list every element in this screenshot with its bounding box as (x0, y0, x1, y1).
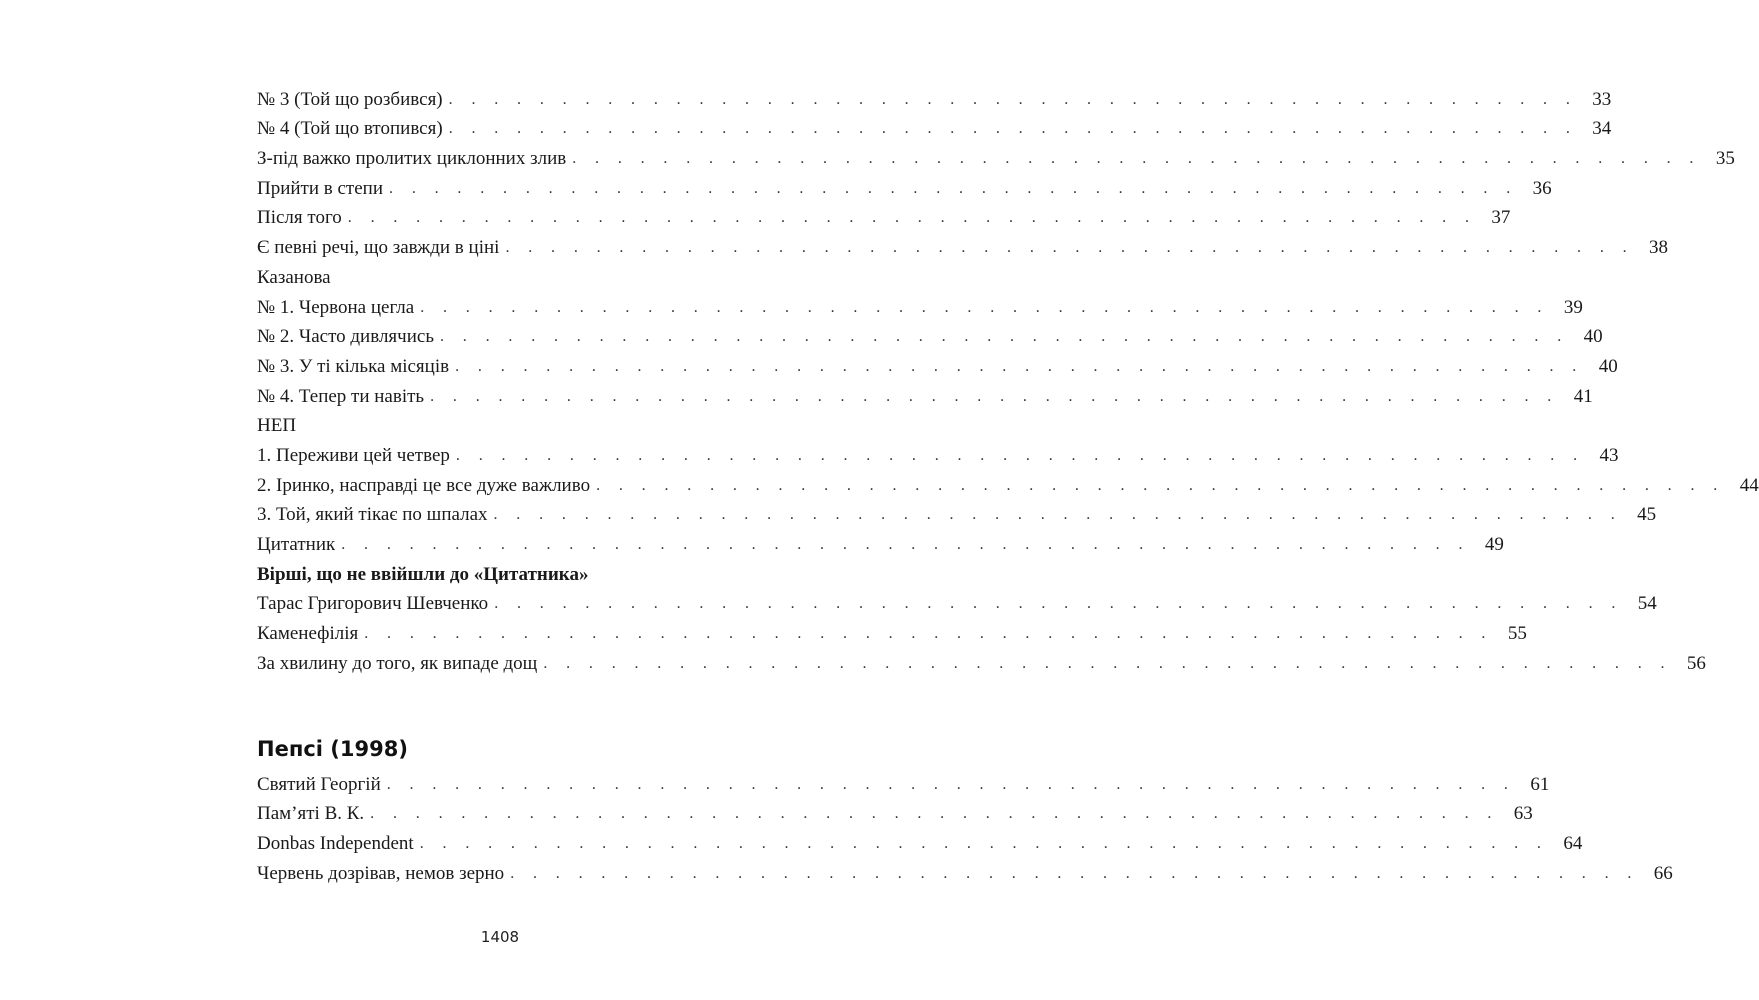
toc-entry-title: № 4 (Той що втопився) (257, 118, 449, 140)
toc-entry (257, 348, 1618, 378)
dot-leader: . . . . . . . . . . . . . . . . . . . . . . . . . . . . . . . . . . . . . . . . . . . . . . . . . . (493, 506, 1623, 524)
dot-leader: . . . . . . . . . . . . . . . . . . . . . . . . . . . . . . . . . . . . . . . . . . . . . . . . . . (494, 595, 1623, 613)
toc-entry-title: Цитатник (257, 534, 341, 556)
toc-entry-page: 64 (1563, 833, 1583, 855)
toc-entry-page: 63 (1513, 803, 1533, 825)
toc-entry-page: 40 (1583, 326, 1603, 348)
toc-entry-title: Є певні речі, що завжди в ціні (257, 237, 505, 259)
dot-leader: . . . . . . . . . . . . . . . . . . . . . . . . . . . . . . . . . . . . . . . . . . . . . . . . . . (572, 150, 1701, 168)
toc-entry (257, 111, 1612, 141)
toc-entry-page: 61 (1530, 773, 1550, 795)
toc-entry (257, 229, 1669, 259)
toc-entry-title: Казанова (257, 266, 331, 288)
dot-leader: . . . . . . . . . . . . . . . . . . . . . . . . . . . . . . . . . . . . . . . . . . . . . . . . . . (596, 476, 1725, 494)
toc-entry-title: Червень дозрівав, немов зерно (257, 863, 510, 885)
toc-entry (257, 497, 1657, 527)
toc-entry-page: 54 (1637, 593, 1657, 615)
toc-entry (257, 170, 1552, 200)
dot-leader: . . . . . . . . . . . . . . . . . . . . . . . . . . . . . . . . . . . . . . . . . . . . . . . . . . (455, 446, 1585, 464)
toc-entry-page: 56 (1686, 652, 1706, 674)
toc-entry-page: 55 (1507, 623, 1527, 645)
section-heading: Пепсі (1998) (257, 737, 408, 761)
table-of-contents (257, 81, 1759, 675)
dot-leader: . . . . . . . . . . . . . . . . . . . . . . . . . . . . . . . . . . . . . . . . . . . . . . . . . . (505, 239, 1635, 257)
toc-entry-page: 44 (1739, 474, 1759, 496)
toc-entry-title: За хвилину до того, як випаде дощ (257, 653, 543, 675)
toc-entry-page: 66 (1653, 862, 1673, 884)
dot-leader: . . . . . . . . . . . . . . . . . . . . . . . . . . . . . . . . . . . . . . . . . . . . . . . . . . (440, 328, 1569, 346)
toc-entry-title: Пам’яті В. К. (257, 803, 370, 825)
toc-entry-title: Святий Георгій (257, 774, 387, 796)
dot-leader: . . . . . . . . . . . . . . . . . . . . . . . . . . . . . . . . . . . . . . . . . . . . . . . . . . (364, 625, 1493, 643)
toc-section-entries (257, 766, 1673, 885)
toc-section-pepsi (257, 732, 1673, 885)
toc-entry-page: 35 (1715, 148, 1735, 170)
toc-entry-title: № 3 (Той що розбився) (257, 89, 449, 111)
toc-entry (257, 140, 1735, 170)
toc-entry (257, 825, 1583, 855)
toc-entry-title: 3. Той, який тікає по шпалах (257, 504, 494, 526)
page-number: 1408 (480, 928, 520, 946)
dot-leader: . . . . . . . . . . . . . . . . . . . . . . . . . . . . . . . . . . . . . . . . . . . . . . . . . . (419, 835, 1549, 853)
dot-leader: . . . . . . . . . . . . . . . . . . . . . . . . . . . . . . . . . . . . . . . . . . . . . . . . . . (347, 209, 1477, 227)
toc-entry-page: 37 (1491, 207, 1511, 229)
toc-entry-page: 45 (1637, 504, 1657, 526)
dot-leader: . . . . . . . . . . . . . . . . . . . . . . . . . . . . . . . . . . . . . . . . . . . . . . . . . . (510, 864, 1639, 882)
toc-entry-title: Каменефілія (257, 623, 364, 645)
toc-entry-page: 36 (1532, 177, 1552, 199)
toc-entry (257, 289, 1583, 319)
toc-entry (257, 378, 1593, 408)
toc-entry (257, 319, 1603, 349)
toc-entry-page: 39 (1563, 296, 1583, 318)
toc-entry (257, 81, 1612, 111)
toc-entry-title: Після того (257, 207, 348, 229)
toc-entry-page: 49 (1484, 534, 1504, 555)
dot-leader: . . . . . . . . . . . . . . . . . . . . . . . . . . . . . . . . . . . . . . . . . . . . . . . . . . (370, 805, 1499, 823)
toc-entry-title: З-під важко пролитих циклонних злив (257, 148, 572, 170)
toc-entry (257, 467, 1759, 497)
toc-entry-page: 38 (1649, 237, 1669, 259)
dot-leader: . . . . . . . . . . . . . . . . . . . . . . . . . . . . . . . . . . . . . . . . . . . . . . . . . . (543, 654, 1672, 672)
toc-group-heading (257, 408, 727, 438)
toc-entry-title: Donbas Independent (257, 833, 420, 855)
dot-leader: . . . . . . . . . . . . . . . . . . . . . . . . . . . . . . . . . . . . . . . . . . . . . . . . . . (341, 536, 1470, 553)
toc-entry-title: № 2. Часто дивлячись (257, 326, 440, 348)
toc-entry-title: Вірші, що не ввійшли до «Цитатника» (257, 563, 589, 585)
toc-entry (257, 526, 1504, 556)
toc-entry-title: Прийти в степи (257, 178, 389, 200)
toc-entry-title: № 4. Тепер ти навіть (257, 386, 430, 408)
toc-group-heading (257, 259, 727, 289)
toc-entry (257, 200, 1511, 230)
toc-entry (257, 796, 1533, 826)
dot-leader: . . . . . . . . . . . . . . . . . . . . . . . . . . . . . . . . . . . . . . . . . . . . . . . . . . (448, 120, 1578, 138)
toc-entry-page: 43 (1599, 444, 1619, 466)
toc-entry-page: 33 (1592, 88, 1612, 110)
toc-entry (257, 437, 1619, 467)
toc-entry-page: 40 (1598, 355, 1618, 377)
toc-entry-title: Тарас Григорович Шевченко (257, 593, 494, 615)
dot-leader: . . . . . . . . . . . . . . . . . . . . . . . . . . . . . . . . . . . . . . . . . . . . . . . . . . (386, 775, 1516, 793)
dot-leader: . . . . . . . . . . . . . . . . . . . . . . . . . . . . . . . . . . . . . . . . . . . . . . . . . . (448, 90, 1578, 108)
dot-leader: . . . . . . . . . . . . . . . . . . . . . . . . . . . . . . . . . . . . . . . . . . . . . . . . . . (389, 179, 1518, 197)
toc-entry (257, 615, 1527, 645)
toc-entry (257, 586, 1657, 616)
toc-entry (257, 645, 1706, 675)
dot-leader: . . . . . . . . . . . . . . . . . . . . . . . . . . . . . . . . . . . . . . . . . . . . . . . . . . (455, 357, 1584, 375)
toc-entry-title: 1. Переживи цей четвер (257, 445, 456, 467)
toc-entry-title: 2. Іринко, насправді це все дуже важливо (257, 475, 596, 497)
toc-entry-title: № 1. Червона цегла (257, 297, 420, 319)
toc-entry-title: № 3. У ті кілька місяців (257, 356, 455, 378)
toc-entry-page: 34 (1592, 118, 1612, 140)
toc-entry (257, 855, 1673, 885)
toc-entry (257, 766, 1550, 796)
toc-group-heading (257, 556, 727, 586)
dot-leader: . . . . . . . . . . . . . . . . . . . . . . . . . . . . . . . . . . . . . . . . . . . . . . . . . . (430, 387, 1559, 405)
toc-entry-title: НЕП (257, 415, 297, 437)
dot-leader: . . . . . . . . . . . . . . . . . . . . . . . . . . . . . . . . . . . . . . . . . . . . . . . . . . (420, 298, 1549, 316)
toc-entry-page: 41 (1573, 385, 1593, 407)
